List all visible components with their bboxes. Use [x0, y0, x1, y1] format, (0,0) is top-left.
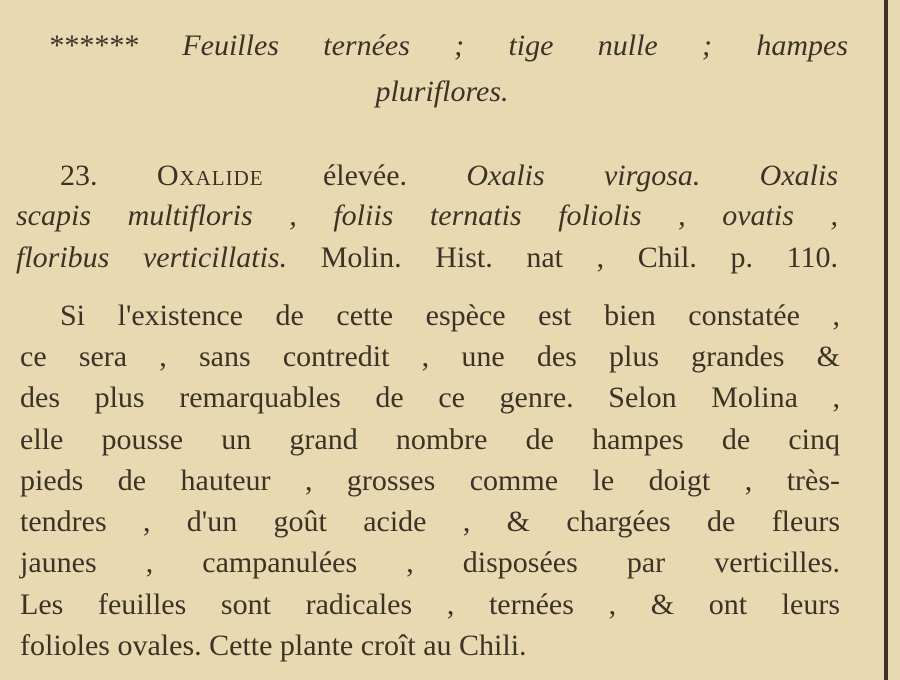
body-line: ce sera , sans contredit , une des plus grandes &: [20, 340, 840, 373]
page-border-line: [884, 0, 888, 680]
body-line: jaunes , campanulées , disposées par verticilles.: [20, 546, 840, 579]
entry-reference-line: [16, 240, 838, 276]
entry-latin-line-2: scapis multifloris , foliis ternatis foliolis , ovatis ,: [16, 199, 838, 232]
entry-number: 23.: [60, 159, 98, 192]
body-line: folioles ovales. Cette plante croît au Chili.: [20, 629, 527, 662]
entry-latin-name: Oxalis virgosa. Oxalis: [466, 159, 839, 192]
section-heading-line-2: pluriflores.: [375, 75, 509, 108]
body-line: elle pousse un grand nombre de hampes de cinq: [20, 423, 840, 456]
entry-name: Oxalide: [156, 159, 264, 192]
body-line: des plus remarquables de ce genre. Selon Molina ,: [20, 381, 840, 414]
entry-epithet: élevée.: [322, 159, 408, 192]
section-heading-line-1: ****** Feuilles ternées ; tige nulle ; hampes: [48, 29, 848, 62]
body-line: pieds de hauteur , grosses comme le doigt , très-: [20, 464, 840, 497]
entry-title-line: [60, 158, 838, 194]
entry-latin-line-3: floribus verticillatis.: [16, 241, 288, 274]
body-line: Les feuilles sont radicales , ternées , & ont leurs: [20, 588, 840, 621]
body-line: tendres , d'un goût acide , & chargées de fleurs: [20, 505, 840, 538]
entry-reference: Molin. Hist. nat , Chil. p. 110.: [320, 241, 839, 274]
body-line: Si l'existence de cette espèce est bien constatée ,: [60, 299, 840, 332]
